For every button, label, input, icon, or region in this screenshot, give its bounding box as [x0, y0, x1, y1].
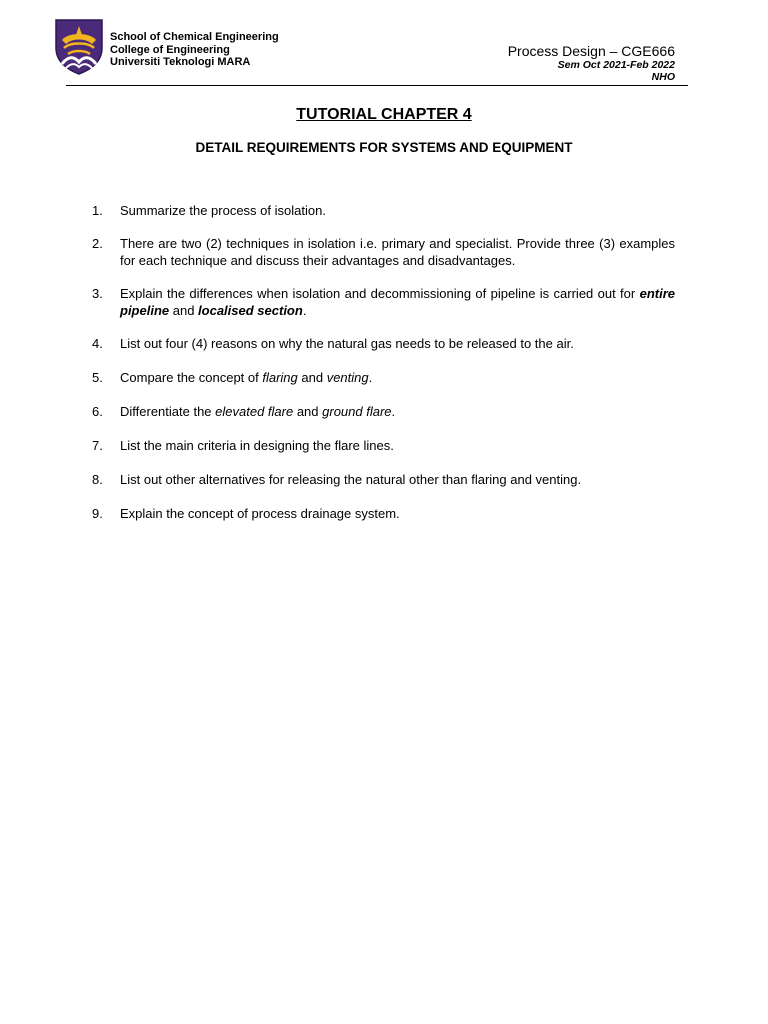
- question-item-2: [92, 235, 675, 269]
- emphasis-elevated-flare: elevated flare: [215, 404, 294, 419]
- question-number: 3.: [92, 286, 103, 301]
- emphasis-flaring: flaring: [262, 370, 298, 385]
- question-list: [92, 202, 675, 522]
- course-block: [508, 43, 675, 83]
- emphasis-ground-flare: ground flare: [322, 404, 392, 419]
- question-item-7: [92, 437, 675, 454]
- question-text-part: .: [391, 404, 396, 419]
- question-number: 8.: [92, 472, 103, 487]
- question-text-part: and: [169, 303, 199, 318]
- question-text-part: .: [368, 370, 373, 385]
- question-text: [120, 471, 675, 488]
- emphasis-localised-section: localised section: [198, 303, 303, 318]
- question-text: [120, 437, 675, 454]
- document-title: TUTORIAL CHAPTER 4: [296, 106, 472, 123]
- question-text-part: List the main criteria in designing the flare lines.: [120, 438, 394, 453]
- question-number: 4.: [92, 336, 103, 351]
- institution-block: [110, 31, 279, 69]
- question-item-8: [92, 471, 675, 488]
- institution-college: College of Engineering: [110, 43, 230, 56]
- document-subtitle: DETAIL REQUIREMENTS FOR SYSTEMS AND EQUIPMENT: [195, 140, 573, 155]
- question-text-part: Differentiate the: [120, 404, 216, 419]
- question-number: 7.: [92, 438, 103, 453]
- question-text-part: Explain the concept of process drainage system.: [120, 506, 400, 521]
- question-item-9: [92, 505, 675, 522]
- question-text-part: .: [302, 303, 307, 318]
- question-number: 9.: [92, 506, 103, 521]
- course-semester: Sem Oct 2021-Feb 2022: [557, 59, 675, 71]
- question-item-5: [92, 369, 675, 386]
- question-number: 5.: [92, 370, 103, 385]
- question-text: [120, 505, 675, 522]
- course-initials: NHO: [651, 71, 675, 83]
- question-text-part: List out four (4) reasons on why the natural gas needs to be released to the air.: [120, 336, 574, 351]
- question-text: [120, 369, 675, 386]
- question-text: [120, 285, 675, 319]
- course-title: Process Design – CGE666: [507, 43, 675, 59]
- uitm-logo-icon: [54, 18, 104, 76]
- institution-university: Universiti Teknologi MARA: [110, 56, 251, 68]
- question-text: [120, 403, 675, 420]
- question-number: 1.: [92, 203, 103, 218]
- question-text: [120, 202, 675, 219]
- question-item-1: [92, 202, 675, 219]
- question-item-3: [92, 285, 675, 319]
- question-text-part: and: [297, 370, 327, 385]
- question-text-part: There are two (2) techniques in isolation i.e. primary and specialist. Provide three (3) examples for each technique and discuss their advantages and disadvantages.: [120, 236, 675, 268]
- question-number: 2.: [92, 236, 103, 251]
- question-text-part: Compare the concept of: [120, 370, 263, 385]
- question-item-6: [92, 403, 675, 420]
- question-text: [120, 335, 675, 352]
- emphasis-venting: venting: [326, 370, 369, 385]
- question-text-part: Summarize the process of isolation.: [120, 203, 326, 218]
- question-text-part: and: [293, 404, 323, 419]
- question-item-4: [92, 335, 675, 352]
- question-text: [120, 235, 675, 269]
- question-text-part: List out other alternatives for releasing the natural other than flaring and venting.: [120, 472, 582, 487]
- question-text-part: Explain the differences when isolation and decommissioning of pipeline is carried out for: [120, 286, 640, 301]
- page-header: [0, 0, 768, 90]
- institution-school: School of Chemical Engineering: [110, 31, 279, 43]
- emphasis-entire-pipeline: entire pipeline: [120, 286, 675, 318]
- question-number: 6.: [92, 404, 103, 419]
- header-divider: [66, 85, 688, 86]
